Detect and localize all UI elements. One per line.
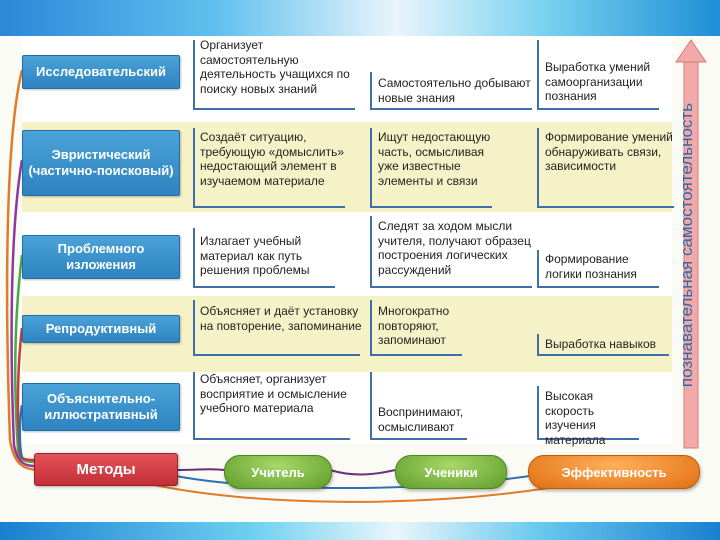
students-oval: Ученики	[395, 455, 507, 489]
method-explanatory: Объяснительно-иллюстративный	[22, 383, 180, 431]
connector-methods-teacher	[176, 469, 224, 470]
effect-cell-3: Формирование логики познания	[545, 252, 637, 281]
teacher-cell-3: Излагает учебный материал как путь решения проблемы	[200, 234, 310, 277]
method-heuristic: Эвристический (частично-поисковый)	[22, 130, 180, 196]
effect-cell-2: Формирование умений обнаруживать связи, зависимости	[545, 130, 673, 173]
students-cell-4: Многократно повторяют, запоминают	[378, 304, 450, 347]
students-cell-5: Воспринимают, осмысливают	[378, 405, 464, 434]
students-cell-1: Самостоятельно добывают новые знания	[378, 76, 531, 105]
effectiveness-oval: Эффективность	[528, 455, 700, 489]
method-reproductive: Репродуктивный	[22, 315, 180, 343]
method-research: Исследовательский	[22, 55, 180, 89]
effect-cell-5: Высокая скорость изучения материала	[545, 389, 606, 447]
teacher-cell-2: Создаёт ситуацию, требующую «домыслить» недостающий элемент в изучаемом материале	[200, 130, 345, 188]
teacher-oval: Учитель	[224, 455, 332, 489]
students-cell-3: Следят за ходом мысли учителя, получают образец построения логических рассуждений	[378, 219, 531, 277]
teacher-cell-1: Организует самостоятельную деятельность учащихся по поиску новых знаний	[200, 38, 350, 96]
connector-teacher-students	[330, 470, 395, 475]
students-cell-2: Ищут недостающую часть, осмысливая уже известные элементы и связи	[378, 130, 491, 188]
bottom-decorative-bar	[0, 522, 720, 540]
method-problem: Проблемного изложения	[22, 235, 180, 279]
effect-cell-1: Выработка умений самоорганизации познания	[545, 60, 651, 103]
methods-label-box: Методы	[34, 453, 178, 486]
effect-cell-4: Выработка навыков	[545, 337, 657, 351]
arrow-label: познавательная самостоятельность	[677, 102, 696, 388]
teacher-cell-4: Объясняет и даёт установку на повторение, запоминание	[200, 304, 362, 333]
teacher-cell-5: Объясняет, организует восприятие и осмысление учебного материала	[200, 372, 347, 415]
